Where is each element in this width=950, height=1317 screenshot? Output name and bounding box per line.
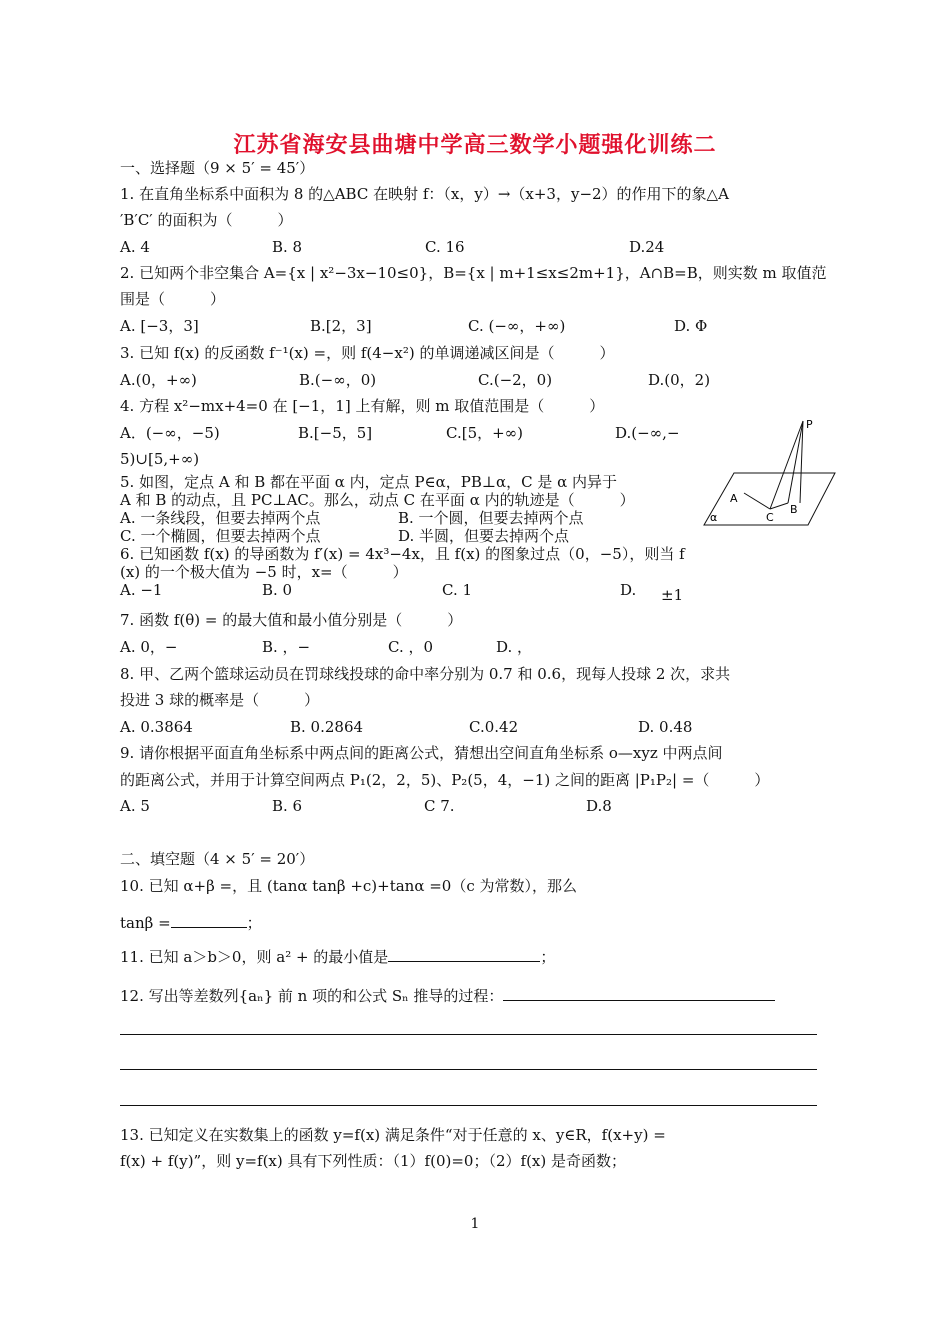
question-9-text: 9. 请你根据平面直角坐标系中两点间的距离公式，猜想出空间直角坐标系 o—xyz 中两点间 — [120, 744, 723, 762]
q8-option-d: D. 0.48 — [638, 718, 693, 736]
q12-answer-blank[interactable] — [503, 985, 775, 1001]
question-1-text-cont: ′B′C′ 的面积为（ ） — [120, 211, 293, 229]
q12-prefix: 12. 写出等差数列{aₙ} 前 n 项的和公式 Sₙ 推导的过程： — [120, 987, 504, 1005]
q2-option-d: D. Φ — [674, 317, 708, 335]
q1-option-a: A. 4 — [120, 238, 150, 256]
label-c: C — [766, 511, 774, 524]
page-number: 1 — [470, 1216, 480, 1232]
label-alpha: α — [710, 511, 718, 524]
question-8-text: 8. 甲、乙两个篮球运动员在罚球线投球的命中率分别为 0.7 和 0.6，现每人投球 2 次，求共 — [120, 665, 731, 683]
q1-option-c: C. 16 — [425, 238, 465, 256]
q5-option-d: D. 半圆，但要去掉两个点 — [398, 527, 570, 545]
q9-option-c: C 7. — [424, 797, 455, 815]
q3-option-b: B.(−∞，0) — [299, 371, 377, 389]
q7-option-a: A. 0，− — [120, 638, 178, 656]
q9-option-a: A. 5 — [120, 797, 150, 815]
section-heading-fill: 二、填空题（4 × 5′ = 20′） — [120, 850, 315, 868]
question-4-text: 4. 方程 x²−mx+4=0 在 [−1，1] 上有解，则 m 取值范围是（ ） — [120, 397, 605, 415]
q7-option-c: C. ，0 — [388, 638, 434, 656]
q2-option-c: C. (−∞，+∞) — [468, 317, 566, 335]
segment-cb — [770, 503, 788, 509]
q10-prefix: tanβ = — [120, 914, 171, 932]
q4-option-b: B.[−5，5] — [298, 424, 373, 442]
q7-option-d: D. ， — [496, 638, 533, 656]
q4-option-a: A．(−∞，−5) — [120, 424, 220, 442]
question-8-text-cont: 投进 3 球的概率是（ ） — [120, 691, 320, 709]
answer-line-1[interactable] — [120, 1034, 817, 1035]
question-2-text: 2. 已知两个非空集合 A={x | x²−3x−10≤0}，B={x | m+1≤x≤2m+1}，A∩B=B，则实数 m 取值范 — [120, 264, 827, 282]
label-b: B — [790, 503, 798, 516]
q8-option-a: A. 0.3864 — [120, 718, 193, 736]
q5-option-b: B. 一个圆，但要去掉两个点 — [398, 509, 584, 527]
question-10-text: 10. 已知 α+β =，且 (tanα tanβ +c)+tanα =0（c 为常数），那么 — [120, 877, 578, 895]
q6-option-c: C. 1 — [442, 581, 473, 599]
q3-option-a: A.(0，+∞) — [120, 371, 197, 389]
answer-line-3[interactable] — [120, 1105, 817, 1106]
q10-answer-blank[interactable] — [171, 912, 247, 928]
question-6-text: 6. 已知函数 f(x) 的导函数为 f′(x) = 4x³−4x，且 f(x) 的图象过点（0，−5），则当 f — [120, 545, 685, 563]
q6-option-b: B. 0 — [262, 581, 293, 599]
q8-option-c: C.0.42 — [469, 718, 519, 736]
question-1-text: 1. 在直角坐标系中面积为 8 的△ABC 在映射 f：（x，y）→（x+3，y−2）的作用下的象△A — [120, 185, 729, 203]
q11-answer-blank[interactable] — [388, 946, 540, 962]
q11-prefix: 11. 已知 a＞b＞0，则 a² + 的最小值是 — [120, 948, 389, 966]
q4-option-d-cont: 5)∪[5,+∞) — [120, 450, 200, 468]
q9-option-d: D.8 — [586, 797, 612, 815]
question-9-text-cont: 的距离公式，并用于计算空间两点 P₁(2，2，5)、P₂(5，4，−1) 之间的距离 |P₁P₂| =（ ） — [120, 771, 770, 789]
q2-option-a: A. [−3，3] — [120, 317, 199, 335]
q3-option-d: D.(0，2) — [648, 371, 711, 389]
q5-option-a: A. 一条线段，但要去掉两个点 — [120, 509, 321, 527]
q7-option-b: B. ，− — [262, 638, 311, 656]
answer-line-2[interactable] — [120, 1069, 817, 1070]
q6-option-a: A. −1 — [120, 581, 163, 599]
q1-option-d: D.24 — [629, 238, 665, 256]
q3-option-c: C.(−2，0) — [478, 371, 553, 389]
q6-option-d-value: ±1 — [661, 586, 684, 604]
q9-option-b: B. 6 — [272, 797, 303, 815]
question-13-text: 13. 已知定义在实数集上的函数 y=f(x) 满足条件“对于任意的 x、y∈R，f(x+y) = — [120, 1126, 666, 1144]
question-12-text — [120, 985, 775, 1006]
question-5-text: 5. 如图，定点 A 和 B 都在平面 α 内，定点 P∈α，PB⊥α，C 是 α 内异于 — [120, 473, 618, 491]
q4-option-c: C.[5，+∞) — [446, 424, 524, 442]
label-p: P — [806, 418, 813, 431]
q1-option-b: B. 8 — [272, 238, 303, 256]
question-13-text-cont: f(x) + f(y)”，则 y=f(x) 具有下列性质：（1）f(0)=0；（2）f(x) 是奇函数； — [120, 1152, 626, 1170]
question-2-text-cont: 围是（ ） — [120, 290, 226, 308]
question-6-text-cont: (x) 的一个极大值为 −5 时，x=（ ） — [120, 563, 408, 581]
question-3-text: 3. 已知 f(x) 的反函数 f⁻¹(x) =，则 f(4−x²) 的单调递减区间是（ ） — [120, 344, 615, 362]
q2-option-b: B.[2，3] — [310, 317, 372, 335]
q5-option-c: C. 一个椭圆，但要去掉两个点 — [120, 527, 321, 545]
q4-option-d: D.(−∞,− — [615, 424, 680, 442]
segment-pc — [770, 421, 803, 509]
question-7-text: 7. 函数 f(θ) = 的最大值和最小值分别是（ ） — [120, 611, 463, 629]
question-5-text-cont: A 和 B 的动点，且 PC⊥AC。那么，动点 C 在平面 α 内的轨迹是（ ） — [120, 491, 635, 509]
q6-option-d: D. — [620, 581, 637, 599]
label-a: A — [730, 492, 738, 505]
q8-option-b: B. 0.2864 — [290, 718, 364, 736]
plane-figure — [700, 415, 840, 530]
question-11-text: 11. 已知 a＞b＞0，则 a² + 的最小值是 ； — [120, 948, 556, 966]
question-10-answer-line: tanβ = ； — [120, 914, 262, 932]
segment-ac — [744, 493, 770, 509]
page-title: 江苏省海安县曲塘中学高三数学小题强化训练二 — [233, 133, 717, 158]
section-heading-choice: 一、选择题（9 × 5′ = 45′） — [120, 159, 315, 177]
